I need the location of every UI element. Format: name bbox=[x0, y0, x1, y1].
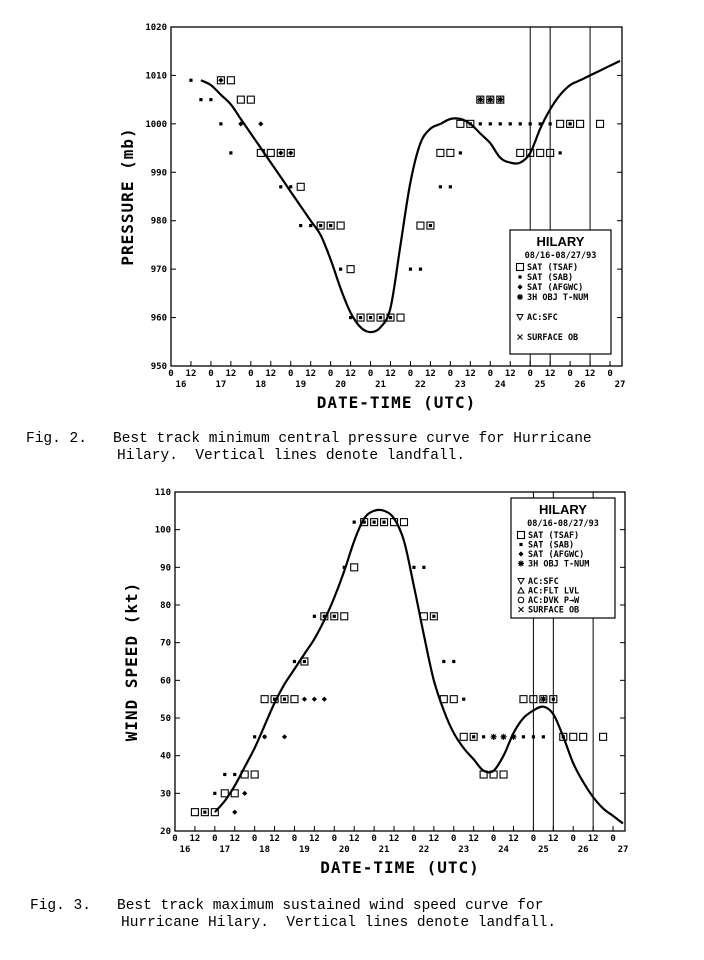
y-tick-label: 950 bbox=[150, 362, 167, 372]
y-tick-label: 70 bbox=[160, 638, 171, 649]
x-tick-hour-label: 0 bbox=[570, 834, 576, 844]
data-point bbox=[232, 810, 237, 815]
x-tick-day-label: 22 bbox=[415, 380, 426, 390]
data-point bbox=[462, 698, 465, 701]
x-tick-hour-label: 0 bbox=[530, 834, 537, 844]
x-tick-hour-label: 12 bbox=[385, 369, 396, 379]
data-point bbox=[199, 98, 202, 101]
fig3-caption-line2: Hurricane Hilary. Vertical lines denote landfall. bbox=[121, 915, 557, 931]
x-tick-hour-label: 12 bbox=[348, 834, 360, 844]
x-tick-hour-label: 0 bbox=[527, 369, 533, 379]
data-point bbox=[253, 735, 256, 738]
data-point bbox=[460, 733, 467, 740]
x-tick-day-label: 21 bbox=[375, 380, 386, 390]
y-tick-label: 960 bbox=[150, 313, 167, 324]
x-tick-hour-label: 0 bbox=[208, 369, 214, 379]
data-point bbox=[297, 183, 304, 190]
legend-entry-label: SAT (AFGWC) bbox=[527, 283, 584, 293]
data-point bbox=[412, 566, 415, 569]
data-point bbox=[600, 733, 607, 740]
data-point bbox=[559, 151, 562, 154]
legend-entry-label: SAT (SAB) bbox=[527, 273, 574, 283]
data-point bbox=[337, 222, 344, 229]
x-tick-hour-label: 0 bbox=[327, 369, 334, 379]
data-point bbox=[577, 120, 584, 127]
data-point bbox=[542, 735, 545, 738]
x-tick-hour-label: 0 bbox=[451, 834, 457, 844]
fig2-caption-label: Fig. 2. bbox=[26, 431, 87, 447]
fig2-caption bbox=[26, 431, 592, 448]
data-point bbox=[519, 122, 522, 125]
y-tick-label: 100 bbox=[154, 525, 171, 536]
data-point bbox=[537, 149, 544, 156]
data-point bbox=[262, 734, 267, 739]
legend-title: HILARY bbox=[536, 234, 585, 249]
data-point bbox=[191, 809, 198, 816]
fig3-caption-line1: Best track maximum sustained wind speed curve for bbox=[117, 898, 544, 914]
pressure-chart bbox=[118, 23, 625, 412]
y-tick-label: 30 bbox=[160, 789, 171, 800]
legend-title: HILARY bbox=[539, 502, 587, 517]
x-tick-day-label: 27 bbox=[617, 845, 629, 855]
data-point bbox=[499, 122, 502, 125]
y-tick-label: 80 bbox=[160, 601, 171, 611]
legend-symbol bbox=[518, 561, 524, 567]
x-tick-day-label: 19 bbox=[299, 845, 310, 855]
x-tick-day-label: 21 bbox=[378, 845, 390, 855]
data-point bbox=[449, 185, 452, 188]
series-star bbox=[477, 97, 503, 103]
data-point bbox=[251, 771, 258, 778]
y-tick-label: 970 bbox=[150, 265, 167, 276]
x-tick-hour-label: 12 bbox=[189, 834, 201, 844]
x-tick-hour-label: 12 bbox=[305, 369, 317, 379]
legend-entry-label: SAT (AFGWC) bbox=[528, 550, 585, 560]
data-point bbox=[347, 266, 354, 273]
data-point bbox=[450, 696, 457, 703]
data-point bbox=[429, 224, 432, 227]
data-point bbox=[437, 149, 444, 156]
data-point bbox=[289, 185, 292, 188]
x-tick-day-label: 23 bbox=[454, 380, 466, 390]
data-point bbox=[557, 120, 564, 127]
y-tick-label: 20 bbox=[160, 827, 171, 837]
data-point bbox=[569, 122, 572, 125]
x-tick-hour-label: 0 bbox=[607, 369, 613, 379]
x-tick-hour-label: 0 bbox=[291, 834, 298, 844]
data-point bbox=[288, 150, 293, 155]
x-tick-hour-label: 0 bbox=[212, 834, 218, 844]
x-tick-hour-label: 12 bbox=[265, 369, 277, 379]
y-tick-label: 50 bbox=[160, 714, 171, 724]
data-point bbox=[389, 316, 392, 319]
data-point bbox=[313, 615, 316, 618]
data-point bbox=[419, 268, 422, 271]
data-point bbox=[497, 97, 503, 103]
data-point bbox=[382, 521, 385, 524]
legend-entry-label: SAT (TSAF) bbox=[527, 263, 579, 273]
x-tick-hour-label: 0 bbox=[331, 834, 338, 844]
data-point bbox=[341, 613, 348, 620]
data-point bbox=[529, 122, 532, 125]
x-tick-hour-label: 0 bbox=[172, 834, 178, 844]
data-point bbox=[282, 734, 287, 739]
legend-entry-label: SAT (TSAF) bbox=[528, 531, 580, 541]
data-point bbox=[500, 771, 507, 778]
x-tick-day-label: 20 bbox=[335, 380, 347, 390]
x-tick-hour-label: 12 bbox=[547, 834, 559, 844]
legend-entry-label: AC:SFC bbox=[528, 577, 559, 587]
data-point bbox=[278, 150, 283, 155]
data-point bbox=[203, 811, 206, 814]
x-tick-day-label: 16 bbox=[175, 380, 187, 390]
fig2-caption-line2: Hilary. Vertical lines denote landfall. bbox=[117, 448, 466, 464]
series-diamond bbox=[232, 697, 327, 815]
data-point bbox=[417, 222, 424, 229]
data-point bbox=[359, 316, 362, 319]
y-tick-label: 1020 bbox=[145, 23, 167, 33]
y-tick-label: 1000 bbox=[145, 119, 167, 130]
x-tick-hour-label: 12 bbox=[464, 369, 476, 379]
y-axis-title: WIND SPEED (kt) bbox=[122, 581, 141, 742]
x-tick-day-label: 25 bbox=[537, 845, 549, 855]
x-tick-hour-label: 0 bbox=[288, 369, 294, 379]
x-tick-hour-label: 0 bbox=[371, 834, 377, 844]
data-point bbox=[237, 96, 244, 103]
data-point bbox=[291, 696, 298, 703]
data-point bbox=[299, 224, 302, 227]
data-point bbox=[457, 120, 464, 127]
data-point bbox=[477, 97, 483, 103]
data-point bbox=[432, 615, 435, 618]
x-tick-hour-label: 0 bbox=[367, 369, 374, 379]
x-tick-hour-label: 0 bbox=[248, 369, 254, 379]
legend-entry-label: SURFACE OB bbox=[528, 605, 580, 616]
data-point bbox=[552, 698, 555, 701]
data-point bbox=[517, 149, 524, 156]
x-tick-hour-label: 0 bbox=[567, 369, 573, 379]
legend-entry-label: SURFACE OB bbox=[527, 333, 579, 343]
data-point bbox=[580, 733, 587, 740]
y-tick-label: 1010 bbox=[145, 71, 167, 82]
fig2-caption-line2-block bbox=[117, 448, 465, 465]
legend bbox=[511, 498, 615, 618]
data-point bbox=[409, 268, 412, 271]
data-point bbox=[442, 660, 445, 663]
data-point bbox=[520, 696, 527, 703]
wind-speed-chart bbox=[122, 488, 628, 877]
data-point bbox=[509, 122, 512, 125]
x-tick-hour-label: 0 bbox=[490, 834, 497, 844]
x-tick-day-label: 18 bbox=[259, 845, 271, 855]
x-tick-day-label: 25 bbox=[534, 380, 546, 390]
data-point bbox=[597, 120, 604, 127]
x-tick-day-label: 23 bbox=[458, 845, 470, 855]
y-tick-label: 60 bbox=[160, 676, 171, 687]
data-point bbox=[293, 660, 296, 663]
data-point bbox=[319, 224, 322, 227]
legend-symbol bbox=[518, 275, 521, 278]
x-tick-hour-label: 0 bbox=[251, 834, 258, 844]
data-point bbox=[247, 96, 254, 103]
x-tick-hour-label: 12 bbox=[468, 834, 480, 844]
data-point bbox=[261, 696, 268, 703]
y-tick-label: 110 bbox=[154, 488, 171, 498]
data-point bbox=[283, 698, 286, 701]
legend-subtitle: 08/16-08/27/93 bbox=[527, 519, 599, 529]
data-point bbox=[302, 697, 307, 702]
data-point bbox=[491, 734, 497, 740]
data-point bbox=[549, 122, 552, 125]
data-point bbox=[373, 521, 376, 524]
x-tick-hour-label: 0 bbox=[411, 834, 417, 844]
data-point bbox=[339, 268, 342, 271]
x-tick-day-label: 18 bbox=[255, 380, 267, 390]
data-point bbox=[540, 696, 546, 702]
fig3-caption-label: Fig. 3. bbox=[30, 898, 91, 914]
data-point bbox=[522, 735, 525, 738]
x-tick-hour-label: 12 bbox=[587, 834, 599, 844]
x-tick-hour-label: 0 bbox=[487, 369, 494, 379]
x-axis-title: DATE-TIME (UTC) bbox=[320, 858, 480, 877]
x-tick-hour-label: 12 bbox=[428, 834, 440, 844]
legend-entry-label: AC:DVK P→W bbox=[528, 596, 580, 606]
legend-entry-label: AC:FLT LVL bbox=[528, 586, 580, 597]
data-point bbox=[333, 615, 336, 618]
data-point bbox=[227, 77, 234, 84]
series-diamond bbox=[218, 78, 293, 156]
data-point bbox=[267, 149, 274, 156]
legend-subtitle: 08/16-08/27/93 bbox=[524, 251, 597, 261]
x-tick-day-label: 17 bbox=[215, 380, 227, 390]
y-tick-label: 90 bbox=[160, 563, 171, 574]
x-tick-hour-label: 12 bbox=[269, 834, 280, 844]
data-point bbox=[452, 660, 455, 663]
data-point bbox=[447, 149, 454, 156]
data-point bbox=[482, 735, 485, 738]
x-tick-hour-label: 12 bbox=[425, 369, 436, 379]
x-tick-day-label: 24 bbox=[494, 380, 506, 390]
x-tick-hour-label: 12 bbox=[229, 834, 241, 844]
data-point bbox=[223, 773, 226, 776]
x-tick-hour-label: 0 bbox=[168, 369, 174, 379]
data-point bbox=[400, 519, 407, 526]
data-point bbox=[242, 791, 247, 796]
x-tick-day-label: 27 bbox=[614, 380, 626, 390]
x-tick-day-label: 26 bbox=[577, 845, 589, 855]
x-tick-day-label: 24 bbox=[498, 845, 509, 855]
data-point bbox=[439, 185, 442, 188]
data-point bbox=[329, 224, 332, 227]
fig2-caption-line1: Best track minimum central pressure curve for Hurricane bbox=[113, 431, 592, 447]
x-tick-hour-label: 0 bbox=[447, 369, 454, 379]
data-point bbox=[312, 697, 317, 702]
data-point bbox=[487, 97, 493, 103]
data-point bbox=[459, 151, 462, 154]
fig3-caption bbox=[30, 898, 543, 915]
series-star bbox=[491, 696, 547, 740]
data-point bbox=[233, 773, 236, 776]
data-point bbox=[213, 792, 216, 795]
x-tick-day-label: 17 bbox=[219, 845, 231, 855]
x-axis-title: DATE-TIME (UTC) bbox=[316, 393, 477, 412]
x-tick-hour-label: 12 bbox=[345, 369, 357, 379]
x-tick-day-label: 26 bbox=[574, 380, 586, 390]
legend-entry-label: 3H OBJ T-NUM bbox=[528, 559, 590, 570]
data-point bbox=[322, 697, 327, 702]
data-point bbox=[501, 734, 507, 740]
x-tick-day-label: 16 bbox=[179, 845, 191, 855]
x-tick-hour-label: 12 bbox=[584, 369, 596, 379]
data-point bbox=[279, 185, 282, 188]
data-point bbox=[189, 79, 192, 82]
legend-entry-label: 3H OBJ T-NUM bbox=[527, 293, 589, 303]
data-point bbox=[379, 316, 382, 319]
x-tick-day-label: 20 bbox=[338, 845, 350, 855]
data-point bbox=[303, 660, 306, 663]
x-tick-day-label: 19 bbox=[295, 380, 307, 390]
data-point bbox=[472, 735, 475, 738]
x-tick-hour-label: 12 bbox=[504, 369, 516, 379]
x-tick-hour-label: 12 bbox=[388, 834, 400, 844]
data-point bbox=[218, 78, 223, 83]
data-point bbox=[397, 314, 404, 321]
data-point bbox=[209, 98, 212, 101]
x-tick-hour-label: 12 bbox=[225, 369, 237, 379]
x-tick-hour-label: 0 bbox=[610, 834, 616, 844]
x-tick-hour-label: 0 bbox=[407, 369, 414, 379]
fig3-caption-line2-block bbox=[121, 915, 556, 932]
legend bbox=[510, 230, 611, 354]
y-tick-label: 980 bbox=[150, 216, 167, 227]
data-point bbox=[532, 735, 535, 738]
legend-symbol bbox=[517, 294, 523, 300]
data-point bbox=[219, 122, 222, 125]
data-point bbox=[479, 122, 482, 125]
data-point bbox=[422, 566, 425, 569]
x-tick-hour-label: 12 bbox=[544, 369, 556, 379]
data-point bbox=[229, 151, 232, 154]
data-point bbox=[309, 224, 312, 227]
x-tick-hour-label: 12 bbox=[508, 834, 519, 844]
y-tick-label: 990 bbox=[150, 168, 167, 179]
data-point bbox=[489, 122, 492, 125]
x-tick-day-label: 22 bbox=[418, 845, 430, 855]
x-tick-hour-label: 12 bbox=[308, 834, 320, 844]
legend-entry-label: AC:SFC bbox=[527, 313, 558, 323]
x-tick-hour-label: 12 bbox=[185, 369, 197, 379]
data-point bbox=[353, 521, 356, 524]
legend-entry-label: SAT (SAB) bbox=[528, 540, 575, 551]
data-point bbox=[369, 316, 372, 319]
data-point bbox=[351, 564, 358, 571]
y-tick-label: 40 bbox=[160, 751, 171, 762]
data-point bbox=[258, 121, 263, 126]
legend-symbol bbox=[519, 543, 522, 546]
data-point bbox=[570, 733, 577, 740]
y-axis-title: PRESSURE (mb) bbox=[118, 127, 137, 266]
